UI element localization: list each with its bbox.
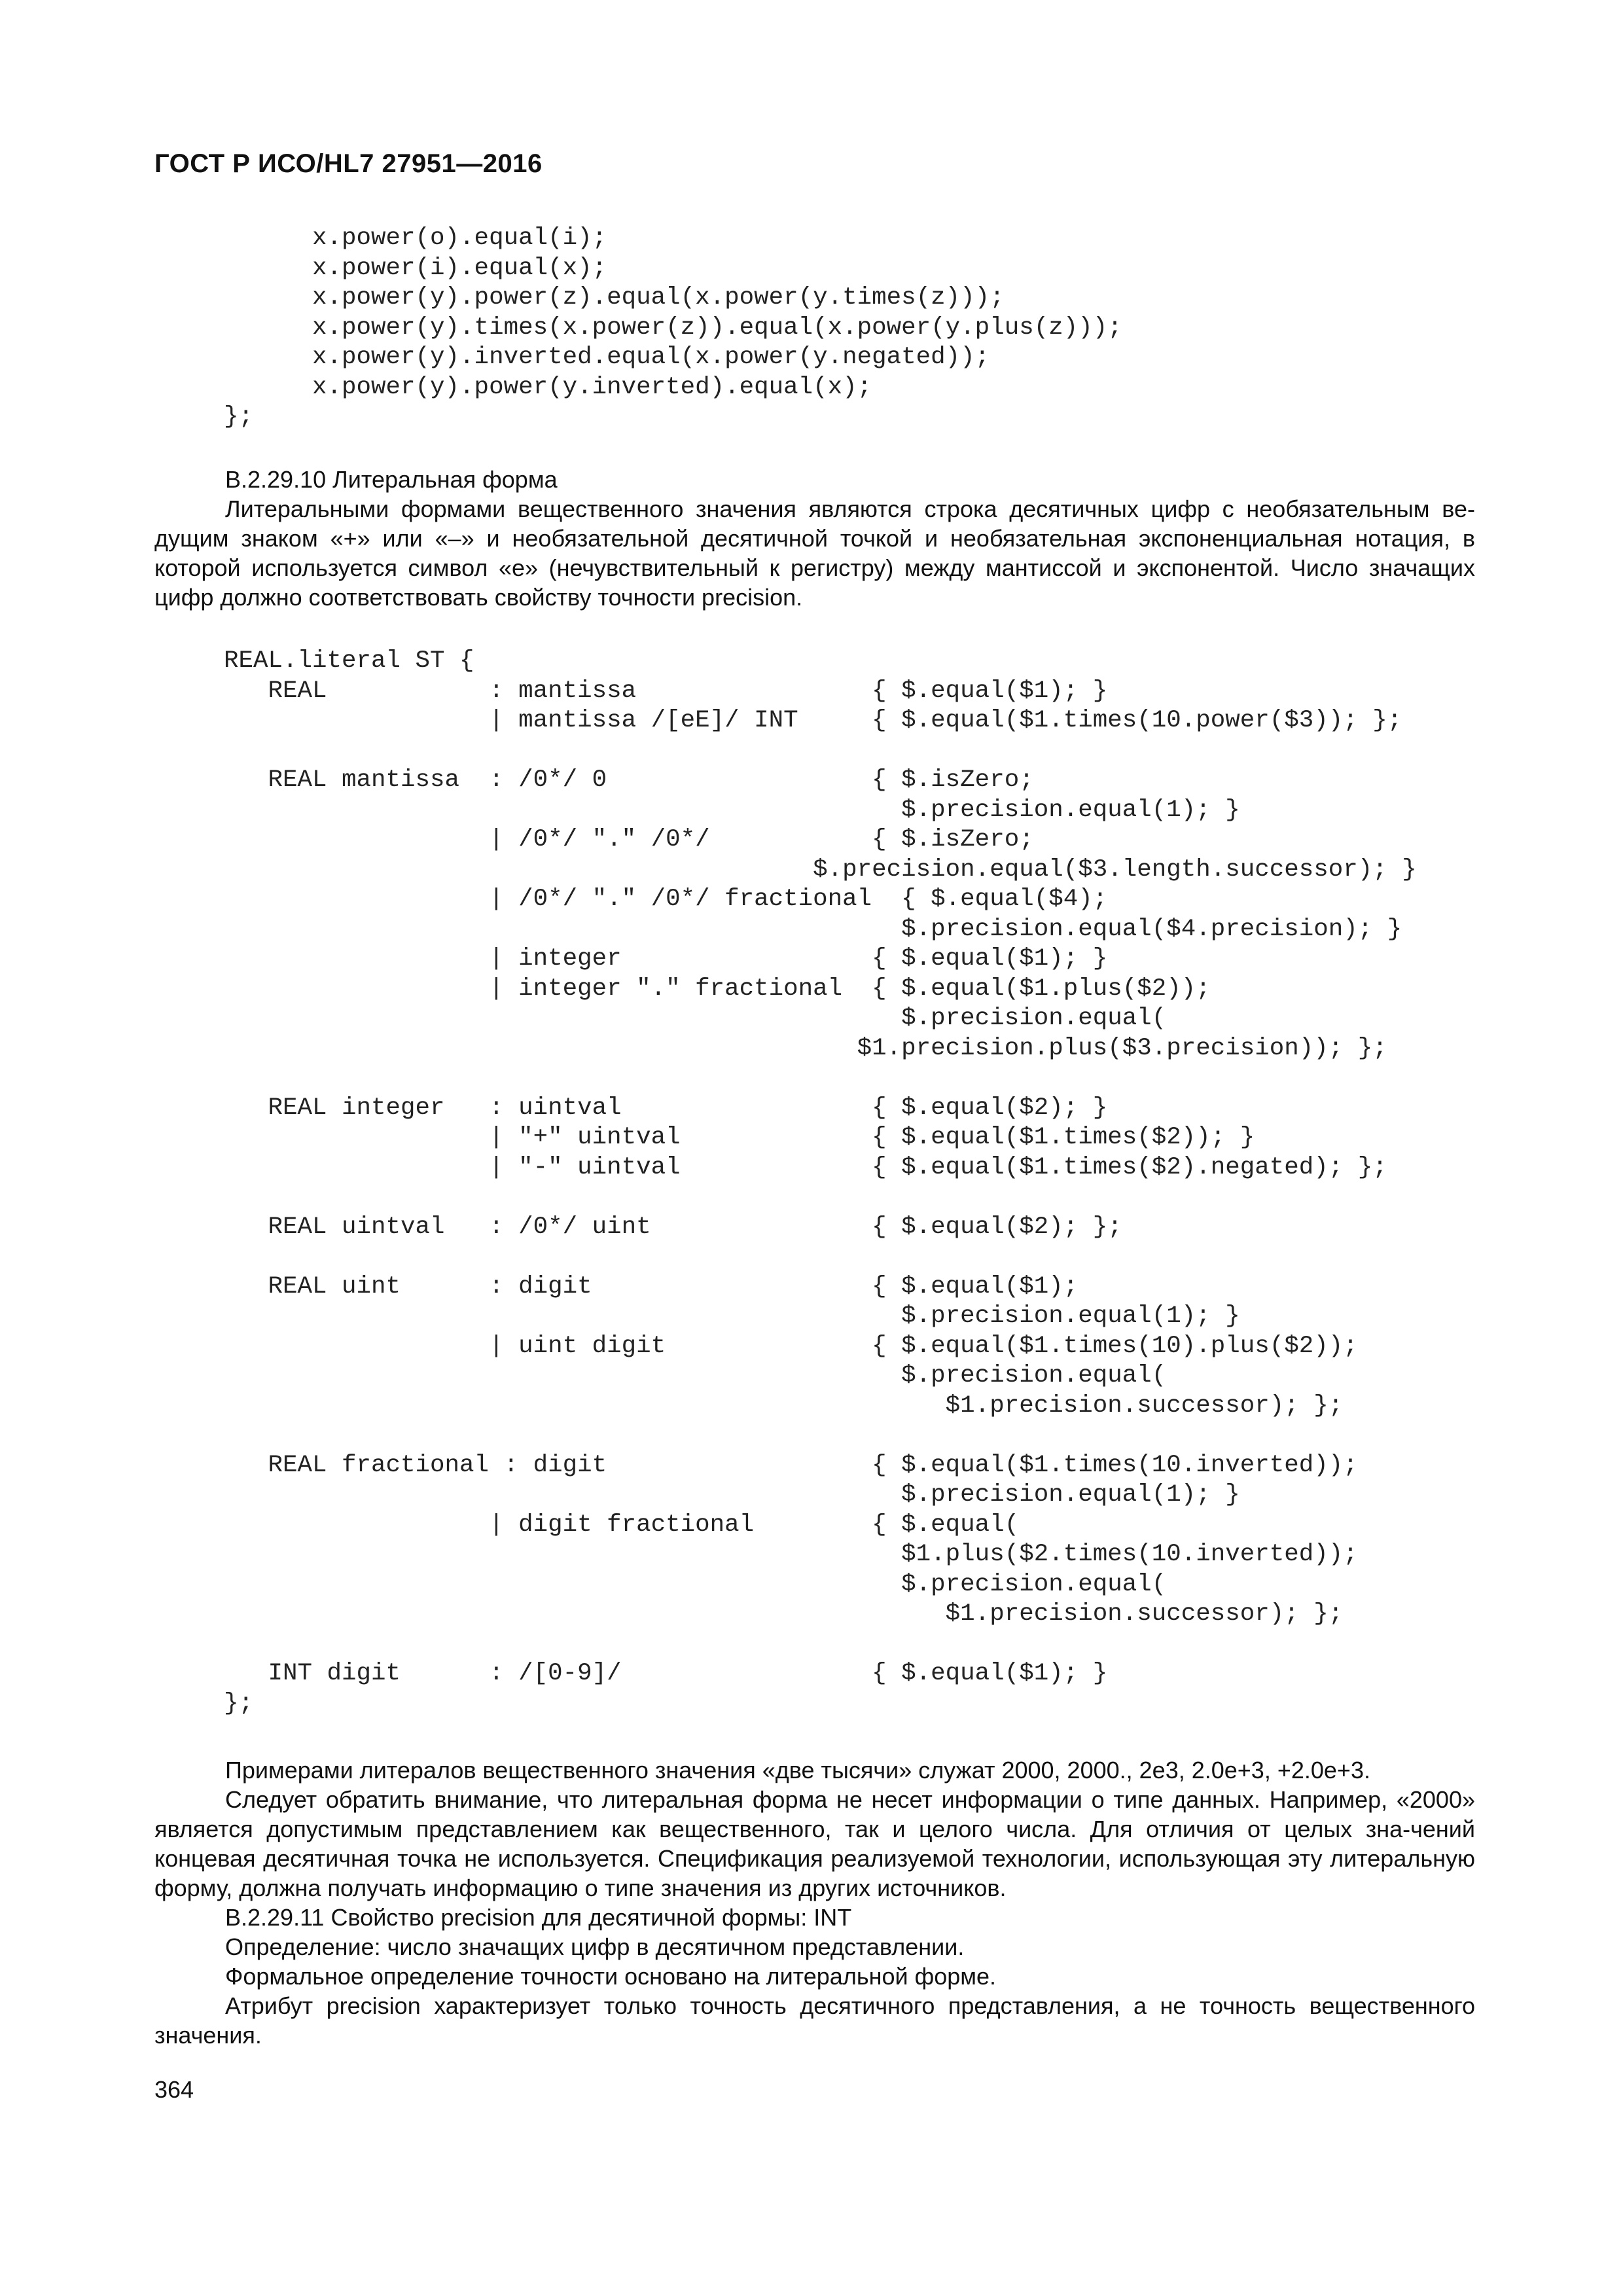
code-line: INT digit : /[0-9]/ { $.equal($1); }: [224, 1660, 1108, 1687]
code-line: $1.plus($2.times(10.inverted));: [224, 1541, 1358, 1568]
code-line: $.precision.equal($4.precision); }: [224, 915, 1402, 943]
paragraph: Атрибут precision характеризует только точность десятичного представления, а не точность вещественного значения.: [154, 1992, 1475, 2049]
code-block-real-literal-grammar: [224, 647, 1417, 1719]
code-line: x.power(i).equal(x);: [224, 254, 607, 282]
code-line: [224, 1242, 1417, 1272]
section-literal-form: [154, 465, 1475, 612]
code-line: REAL mantissa : /0*/ 0 { $.isZero;: [224, 766, 1034, 794]
code-line: [224, 1064, 1417, 1094]
code-line: | "+" uintval { $.equal($1.times($2)); }: [224, 1124, 1255, 1151]
code-line: x.power(y).inverted.equal(x.power(y.negated));: [224, 344, 990, 371]
code-line: x.power(y).times(x.power(z)).equal(x.power(y.plus(z)));: [224, 314, 1122, 342]
code-line: | mantissa /[eE]/ INT { $.equal($1.times(10.power($3)); };: [224, 707, 1402, 734]
code-line: [224, 736, 1417, 766]
section-heading: В.2.29.10 Литеральная форма: [225, 466, 558, 493]
code-line: REAL uintval : /0*/ uint { $.equal($2); };: [224, 1213, 1122, 1241]
paragraph: Формальное определение точности основано на литеральной форме.: [225, 1963, 997, 1990]
paragraph: Определение: число значащих цифр в десятичном представлении.: [225, 1933, 965, 1960]
code-line: REAL fractional : digit { $.equal($1.times(10.inverted));: [224, 1451, 1358, 1479]
document-header: ГОСТ Р ИСО/HL7 27951—2016: [154, 149, 543, 178]
code-line: x.power(y).power(y.inverted).equal(x);: [224, 373, 872, 401]
code-line: | integer "." fractional { $.equal($1.plus($2));: [224, 975, 1211, 1003]
code-line: | integer { $.equal($1); }: [224, 945, 1108, 973]
code-line: [224, 1183, 1417, 1213]
code-line: [224, 1421, 1417, 1451]
code-line: | uint digit { $.equal($1.times(10).plus($2));: [224, 1332, 1358, 1360]
code-line: $1.precision.plus($3.precision)); };: [224, 1034, 1387, 1062]
code-line: REAL integer : uintval { $.equal($2); }: [224, 1094, 1108, 1122]
code-line: REAL.literal ST {: [224, 647, 474, 675]
code-line: $.precision.equal($3.length.successor); }: [224, 855, 1417, 884]
code-block-power-rules: [224, 224, 1122, 433]
section-examples: [154, 1755, 1475, 2050]
section-paragraph: Литеральными формами вещественного значения являются строка десятичных цифр с необязательным ве-дущим знаком «+» или «–» и необязательной десятичной точкой и необязательная экспоненциальная нотация, в которой используется символ «е» (нечувствительный к регистру) между мантиссой и экспонентой. Число значащих цифр должно соответствовать свойству точности precision.: [154, 495, 1475, 611]
paragraph: Примерами литералов вещественного значения «две тысячи» служат 2000, 2000., 2e3, 2.0e+3, +2.0e+3.: [225, 1757, 1370, 1784]
paragraph: Следует обратить внимание, что литеральная форма не несет информации о типе данных. Например, «2000» является допустимым представлением как вещественного, так и целого числа. Для отличия от целых зна-чений концевая десятичная точка не используется. Спецификация реализуемой технологии, использующая эту литеральную форму, должна получать информацию о типе значения из других источников.: [154, 1786, 1475, 1901]
code-line: };: [224, 403, 254, 431]
code-line: REAL uint : digit { $.equal($1);: [224, 1272, 1079, 1300]
code-line: REAL : mantissa { $.equal($1); }: [224, 677, 1108, 705]
subsection-heading: В.2.29.11 Свойство precision для десятичной формы: INT: [225, 1904, 852, 1931]
code-line: | "-" uintval { $.equal($1.times($2).negated); };: [224, 1153, 1387, 1181]
code-line: $.precision.equal(1); }: [224, 1481, 1240, 1509]
code-line: x.power(y).power(z).equal(x.power(y.times(z)));: [224, 284, 1005, 312]
code-line: };: [224, 1689, 254, 1717]
code-line: $.precision.equal(: [224, 1570, 1167, 1598]
code-line: $1.precision.successor); };: [224, 1391, 1344, 1420]
code-line: $.precision.equal(: [224, 1005, 1167, 1032]
code-line: | digit fractional { $.equal(: [224, 1511, 1020, 1539]
code-line: | /0*/ "." /0*/ fractional { $.equal($4);: [224, 886, 1108, 913]
code-line: | /0*/ "." /0*/ { $.isZero;: [224, 826, 1034, 853]
code-line: x.power(o).equal(i);: [224, 224, 607, 252]
page-number: 364: [154, 2076, 194, 2103]
code-line: $1.precision.successor); };: [224, 1600, 1344, 1628]
code-line: $.precision.equal(1); }: [224, 796, 1240, 824]
code-line: $.precision.equal(: [224, 1362, 1167, 1390]
code-line: $.precision.equal(1); }: [224, 1302, 1240, 1330]
code-line: [224, 1630, 1417, 1660]
